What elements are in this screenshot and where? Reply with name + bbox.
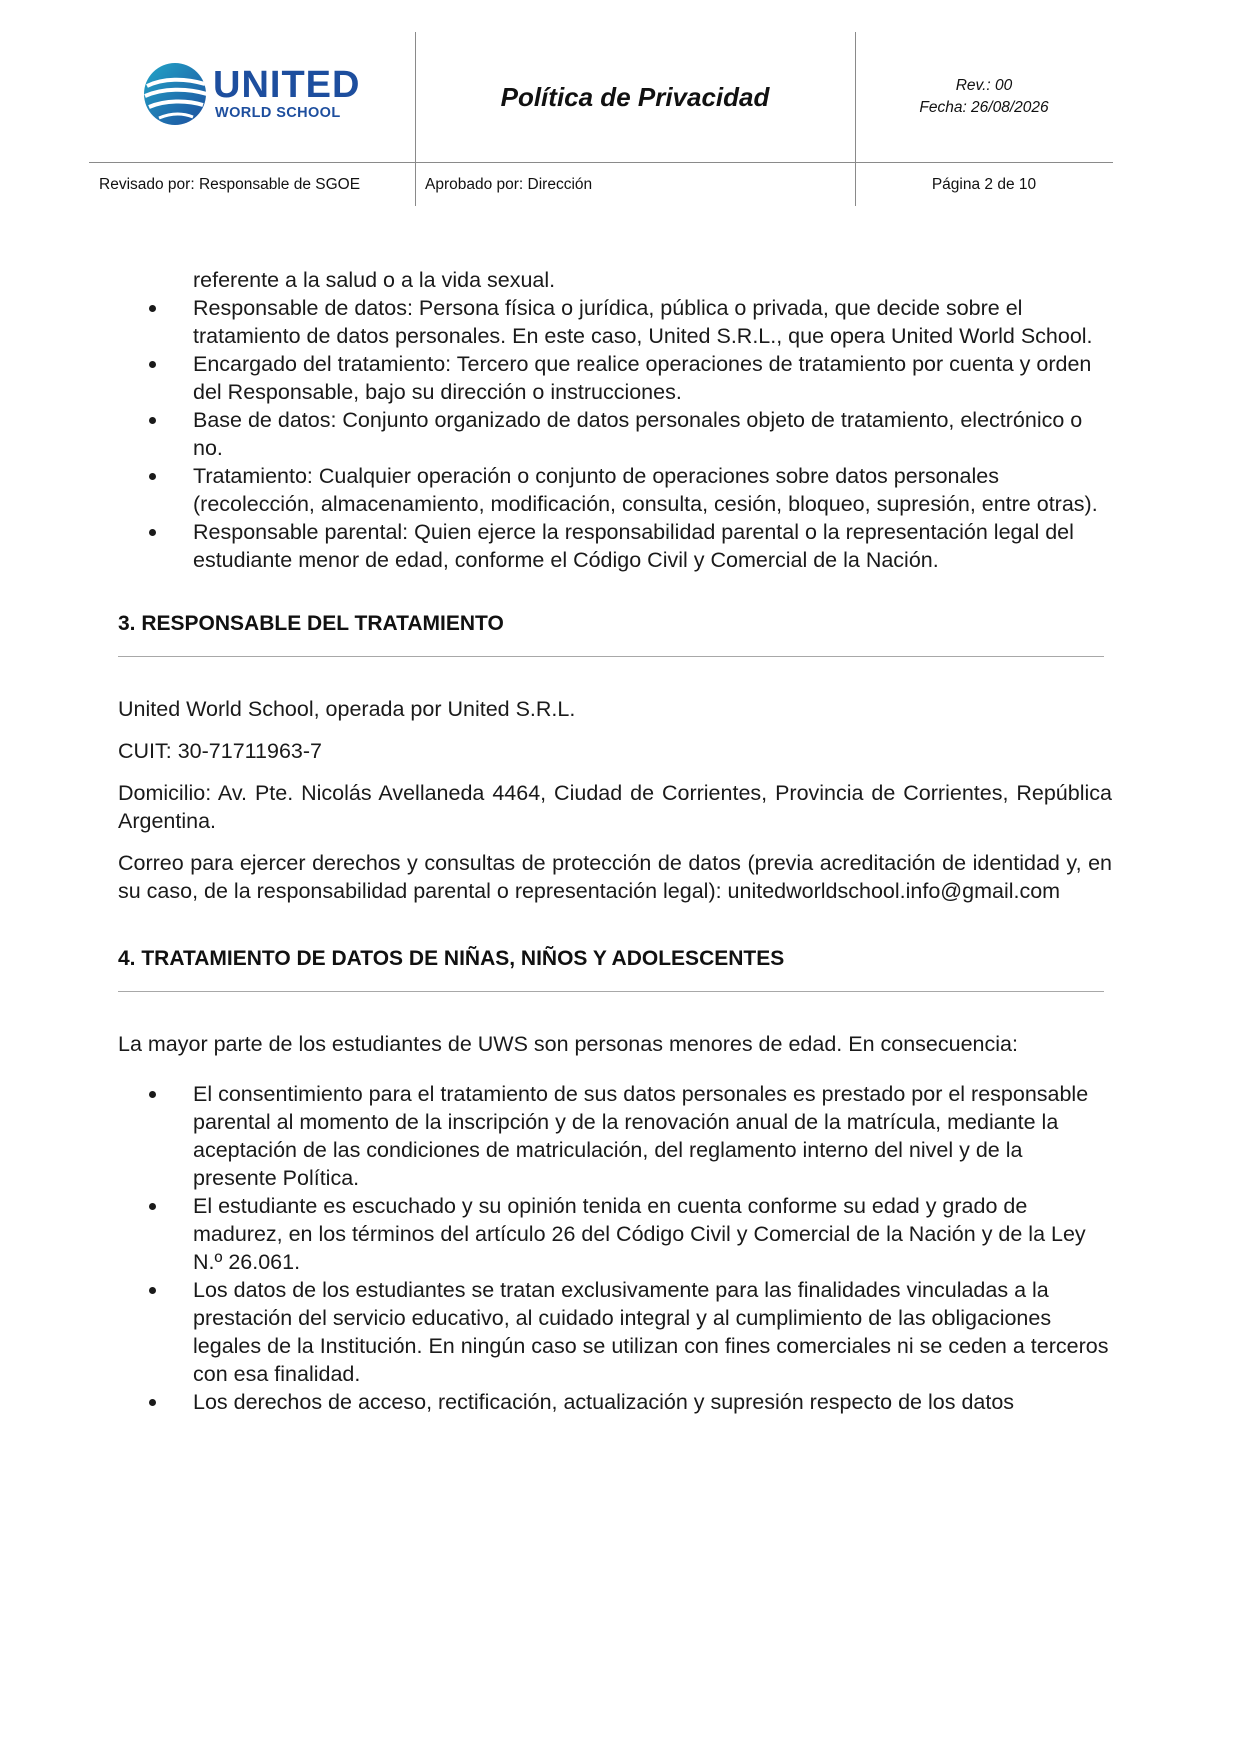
list-item bbox=[118, 1080, 1112, 1192]
list-item-text: Los datos de los estudiantes se tratan exclusivamente para las finalidades vinculadas a la prestación del servicio educativo, al cuidado integral y al cumplimiento de las obligaciones legales de la Institución. En ningún caso se utilizan con fines comerciales ni se ceden a terceros con esa finalidad. bbox=[193, 1278, 1109, 1386]
reviewed-by: Revisado por: Responsable de SGOE bbox=[99, 175, 361, 193]
revision-number: Rev.: 00 bbox=[955, 77, 1013, 94]
section-3-heading: 3. RESPONSABLE DEL TRATAMIENTO bbox=[118, 612, 504, 635]
revision-cell bbox=[855, 32, 1113, 162]
header-divider bbox=[415, 32, 416, 206]
list-item bbox=[118, 1276, 1112, 1388]
list-item bbox=[118, 462, 1112, 518]
logo-brand: UNITED bbox=[213, 64, 361, 106]
definitions-list bbox=[118, 294, 1112, 574]
section-4-intro: La mayor parte de los estudiantes de UWS son personas menores de edad. En consecuencia: bbox=[118, 1032, 1018, 1056]
list-item bbox=[118, 1192, 1112, 1276]
revision-date: Fecha: 26/08/2026 bbox=[919, 99, 1049, 116]
contact-info: Correo para ejercer derechos y consultas de protección de datos (previa acreditación de identidad y, en su caso, de la responsabilidad parental o representación legal): unitedworldschool.info@gmail.com bbox=[118, 851, 1112, 903]
title-cell bbox=[415, 32, 855, 162]
list-item bbox=[118, 1388, 1112, 1416]
section-divider bbox=[118, 656, 1104, 657]
list-item-text: Responsable de datos: Persona física o jurídica, pública o privada, que decide sobre el tratamiento de datos personales. En este caso, United S.R.L., que opera United World School. bbox=[193, 296, 1093, 348]
list-item bbox=[118, 406, 1112, 462]
bullet-icon bbox=[149, 305, 156, 312]
page-number: Página 2 de 10 bbox=[931, 175, 1037, 193]
list-item-text: Responsable parental: Quien ejerce la responsabilidad parental o la representación legal del estudiante menor de edad, conforme el Código Civil y Comercial de la Nación. bbox=[193, 520, 1074, 572]
bullet-icon bbox=[149, 361, 156, 368]
list-item-text: Tratamiento: Cualquier operación o conjunto de operaciones sobre datos personales (recolección, almacenamiento, modificación, consulta, cesión, bloqueo, supresión, entre otras). bbox=[193, 464, 1098, 516]
continuation-text: referente a la salud o a la vida sexual. bbox=[193, 268, 556, 292]
list-item bbox=[118, 294, 1112, 350]
address: Domicilio: Av. Pte. Nicolás Avellaneda 4464, Ciudad de Corrientes, Provincia de Corrientes, República Argentina. bbox=[118, 781, 1112, 833]
list-item-text: Los derechos de acceso, rectificación, actualización y supresión respecto de los datos bbox=[193, 1390, 1015, 1414]
list-item-text: El estudiante es escuchado y su opinión tenida en cuenta conforme su edad y grado de madurez, en los términos del artículo 26 del Código Civil y Comercial de la Nación y de la Ley N.º 26.061. bbox=[193, 1194, 1086, 1274]
list-item bbox=[118, 518, 1112, 574]
list-item bbox=[118, 350, 1112, 406]
approved-by: Aprobado por: Dirección bbox=[425, 175, 593, 193]
globe-logo-icon bbox=[141, 60, 209, 128]
bullet-icon bbox=[149, 417, 156, 424]
list-item-text: Encargado del tratamiento: Tercero que realice operaciones de tratamiento por cuenta y orden del Responsable, bajo su dirección o instrucciones. bbox=[193, 352, 1092, 404]
responsible-entity: United World School, operada por United S.R.L. bbox=[118, 697, 576, 721]
cuit: CUIT: 30-71711963-7 bbox=[118, 739, 322, 763]
bullet-icon bbox=[149, 1287, 156, 1294]
bullet-icon bbox=[149, 529, 156, 536]
logo bbox=[89, 32, 415, 162]
bullet-icon bbox=[149, 1203, 156, 1210]
document-title: Política de Privacidad bbox=[500, 81, 770, 112]
document-header bbox=[89, 32, 1113, 206]
section-4-heading: 4. TRATAMIENTO DE DATOS DE NIÑAS, NIÑOS Y ADOLESCENTES bbox=[118, 947, 785, 970]
bullet-icon bbox=[149, 1399, 156, 1406]
document-body bbox=[118, 266, 1112, 1416]
section-divider bbox=[118, 991, 1104, 992]
bullet-icon bbox=[149, 1091, 156, 1098]
logo-subtitle: WORLD SCHOOL bbox=[215, 105, 341, 121]
bullet-icon bbox=[149, 473, 156, 480]
minors-list bbox=[118, 1080, 1112, 1416]
list-item-text: Base de datos: Conjunto organizado de datos personales objeto de tratamiento, electrónico o no. bbox=[193, 408, 1083, 460]
list-item-text: El consentimiento para el tratamiento de sus datos personales es prestado por el responsable parental al momento de la inscripción y de la renovación anual de la matrícula, mediante la aceptación de las condiciones de matriculación, del reglamento interno del nivel y de la presente Política. bbox=[193, 1082, 1089, 1190]
